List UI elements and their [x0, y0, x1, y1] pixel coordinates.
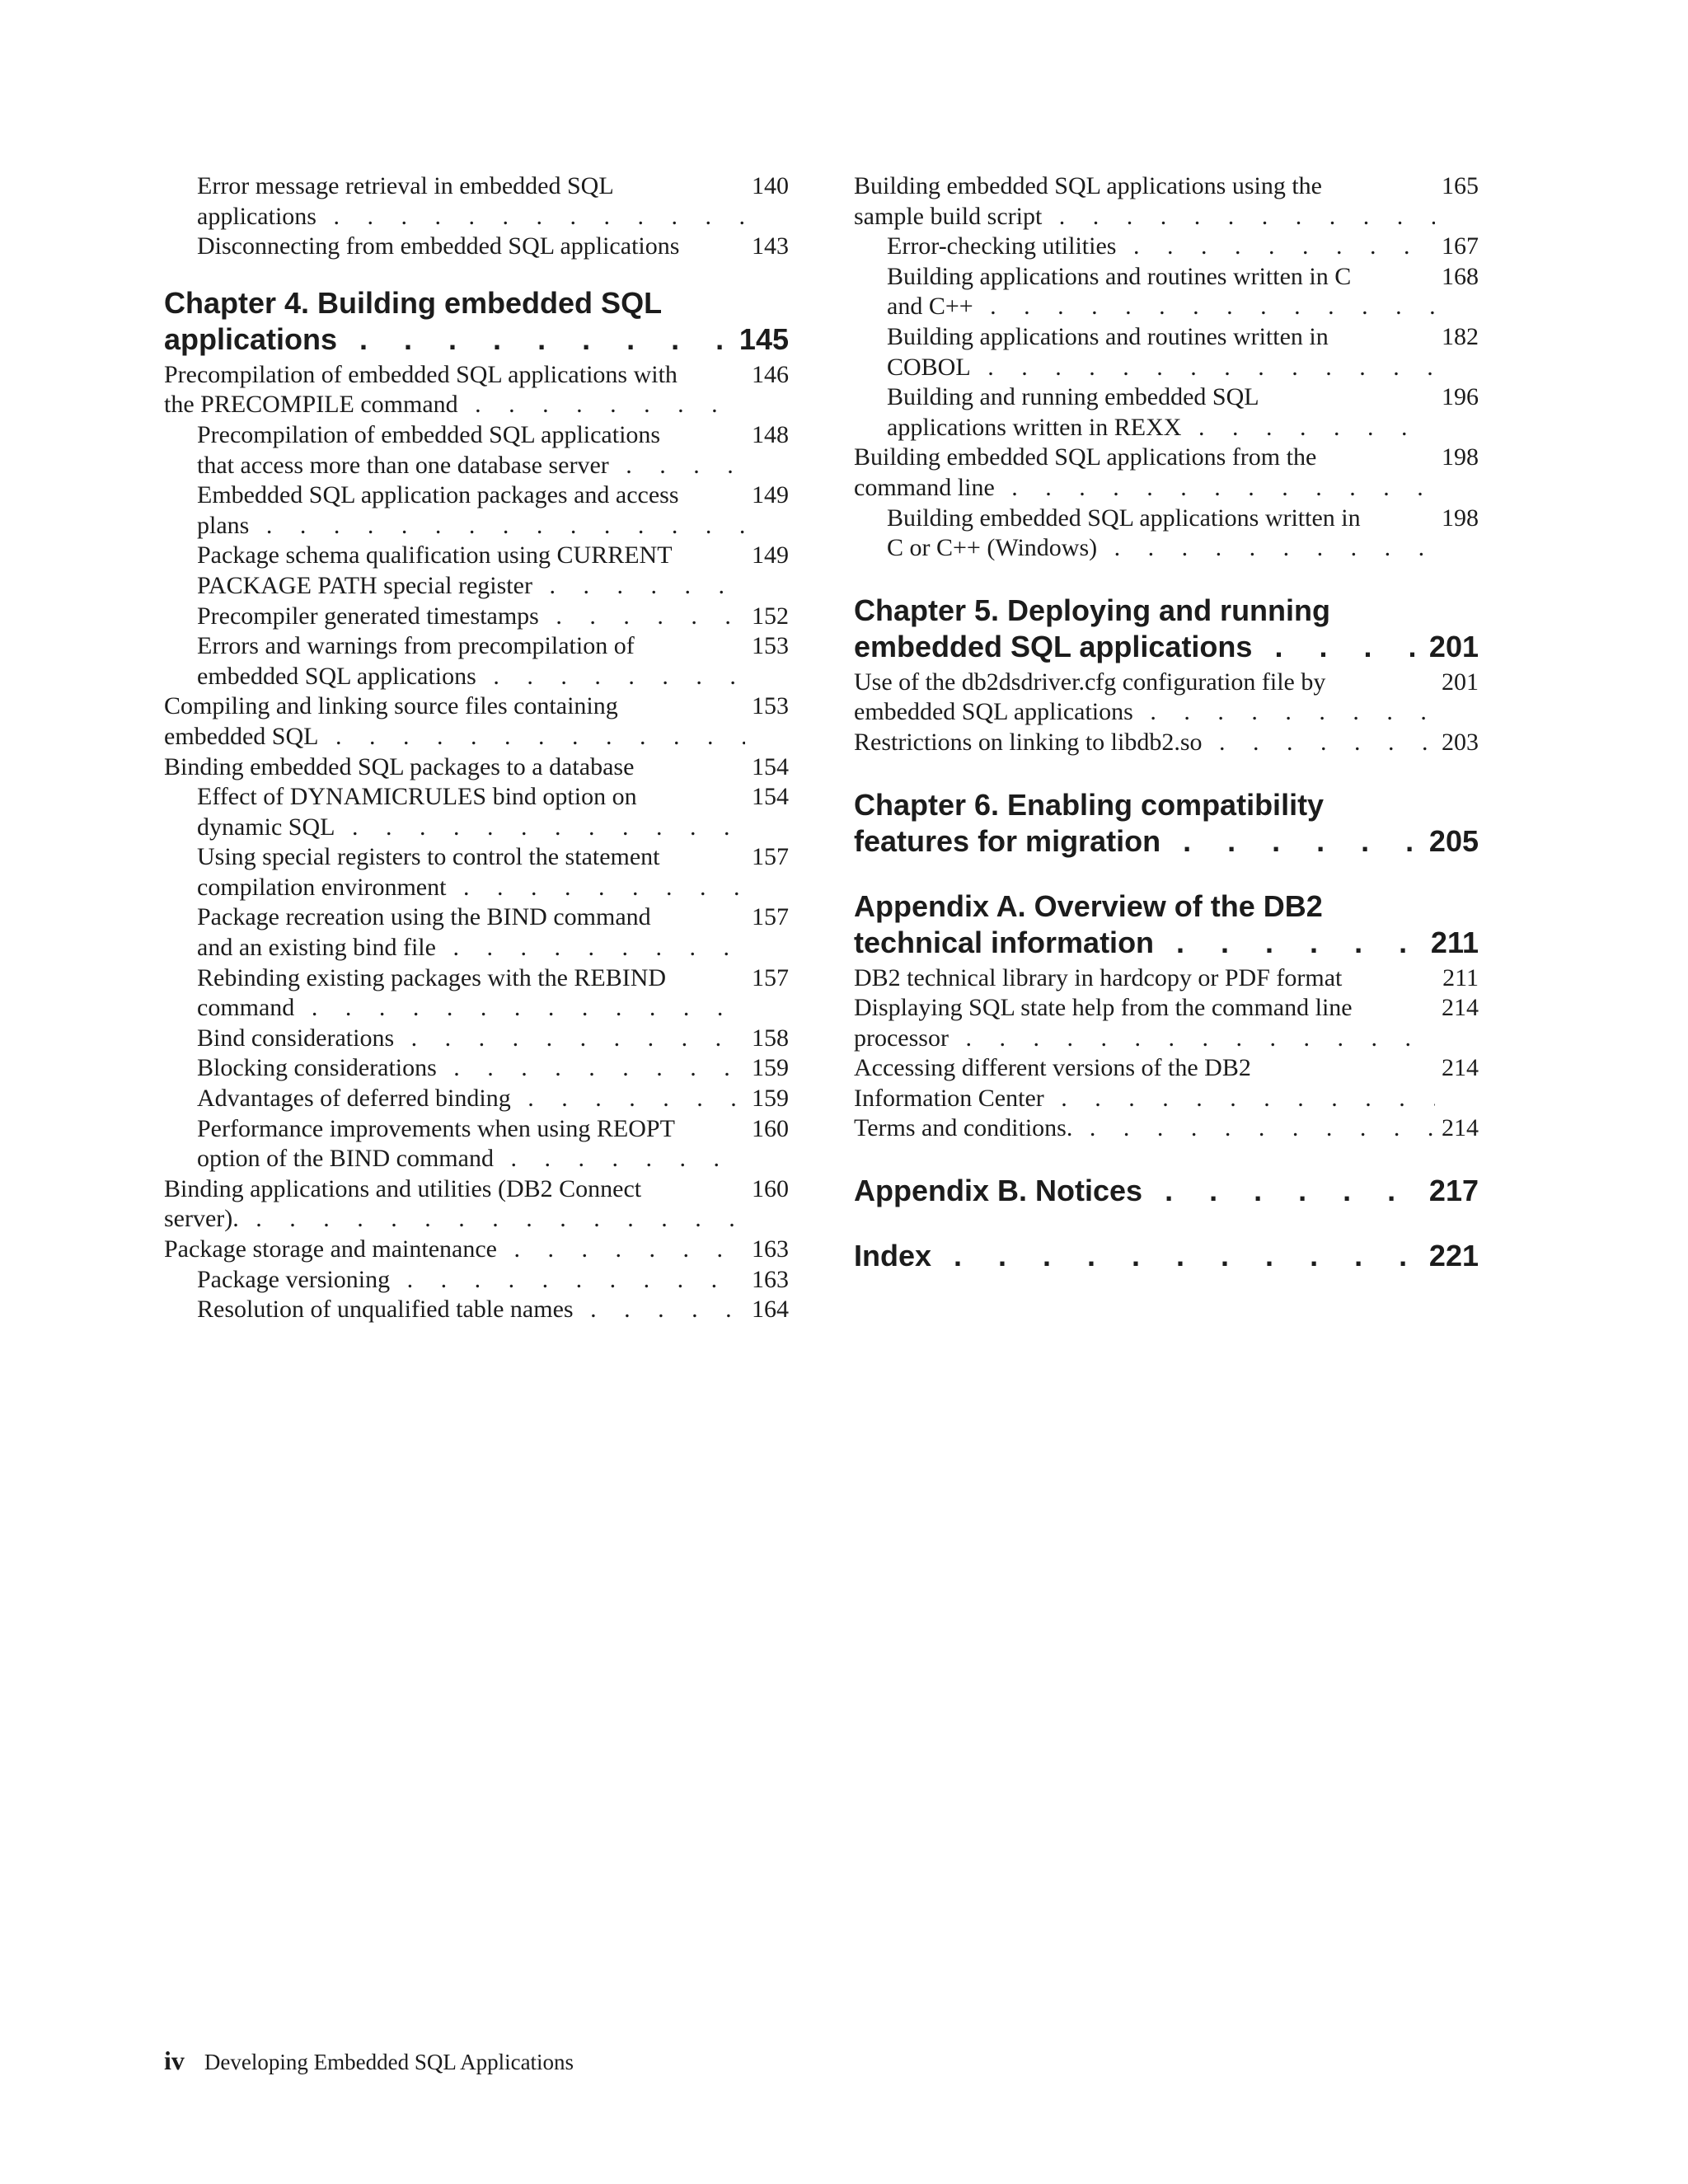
footer-book-title: Developing Embedded SQL Applications — [204, 2050, 574, 2074]
toc-entry[interactable]: Package versioning . . . 163 — [164, 1265, 789, 1296]
toc-entry[interactable]: Restrictions on linking to libdb2.so . . . 203 — [854, 728, 1479, 758]
toc-entry[interactable]: Disconnecting from embedded SQL applications 143 — [164, 232, 789, 262]
page-number: 157 — [752, 843, 789, 871]
toc-entry[interactable]: Precompilation of embedded SQL applications with the PRECOMPILE command . . . 146 — [164, 360, 789, 420]
page-number: 157 — [752, 963, 789, 991]
page-number: 214 — [1442, 994, 1479, 1022]
page-number: 145 — [738, 321, 789, 356]
toc-entry[interactable]: Building embedded SQL applications written in C or C++ (Windows) . . . 198 — [854, 504, 1479, 564]
page-number: 153 — [752, 632, 789, 660]
toc-entry[interactable]: Building embedded SQL applications using the sample build script . . . 165 — [854, 171, 1479, 232]
page-number: 211 — [1442, 963, 1479, 991]
toc-entry[interactable]: Performance improvements when using REOPT option of the BIND command . . . 160 — [164, 1114, 789, 1174]
toc-entry[interactable]: Embedded SQL application packages and access plans . . . 149 — [164, 480, 789, 541]
page-number: 146 — [752, 360, 789, 388]
toc-entry[interactable]: Compiling and linking source files containing embedded SQL . . . 153 — [164, 691, 789, 752]
index-heading[interactable]: Index . . . 221 — [854, 1238, 1479, 1274]
page-number: 154 — [752, 783, 789, 811]
toc-entry[interactable]: Effect of DYNAMICRULES bind option on dynamic SQL . . . 154 — [164, 782, 789, 842]
page-number: 160 — [752, 1174, 789, 1202]
page-number: 217 — [1428, 1174, 1479, 1208]
page-number: 153 — [752, 692, 789, 720]
page-number: 157 — [752, 903, 789, 931]
page-number: 198 — [1442, 443, 1479, 471]
page-footer — [164, 2046, 574, 2076]
page-number: 149 — [752, 541, 789, 569]
page-number: 160 — [752, 1114, 789, 1142]
footer-page-number: iv — [164, 2046, 185, 2075]
toc-entry[interactable]: Terms and conditions. . . . 214 — [854, 1113, 1479, 1144]
toc-entry[interactable]: Advantages of deferred binding . . . 159 — [164, 1084, 789, 1114]
toc-entry[interactable]: Rebinding existing packages with the REBIND command . . . 157 — [164, 963, 789, 1024]
chapter-heading-5[interactable]: Chapter 5. Deploying and running embedded SQL applications . . . 201 — [854, 593, 1479, 665]
toc-entry[interactable]: Building applications and routines written in COBOL . . . 182 — [854, 322, 1479, 382]
toc-entry[interactable]: Package recreation using the BIND command and an existing bind file . . . 157 — [164, 902, 789, 963]
toc-right-column — [854, 171, 1479, 1277]
toc-entry[interactable]: Use of the db2dsdriver.cfg configuration file by embedded SQL applications . . . 201 — [854, 668, 1479, 728]
toc-entry[interactable]: Error message retrieval in embedded SQL applications . . . 140 — [164, 171, 789, 232]
page-number: 182 — [1442, 322, 1479, 350]
toc-entry[interactable]: Using special registers to control the statement compilation environment . . . 157 — [164, 842, 789, 902]
toc-entry[interactable]: Displaying SQL state help from the command line processor . . . 214 — [854, 993, 1479, 1053]
page-number: 214 — [1442, 1054, 1479, 1082]
toc-entry[interactable]: DB2 technical library in hardcopy or PDF format 211 — [854, 963, 1479, 994]
page-number: 158 — [752, 1024, 789, 1052]
toc-entry[interactable]: Package schema qualification using CURRENT PACKAGE PATH special register . . . 149 — [164, 541, 789, 601]
page-number: 168 — [1442, 262, 1479, 290]
toc-entry[interactable]: Binding embedded SQL packages to a database 154 — [164, 752, 789, 783]
toc-entry[interactable]: Package storage and maintenance . . . 163 — [164, 1235, 789, 1265]
toc-entry[interactable]: Resolution of unqualified table names . . . 164 — [164, 1295, 789, 1325]
page-number: 201 — [1428, 629, 1479, 663]
page-number: 214 — [1442, 1114, 1479, 1142]
page-number: 148 — [752, 420, 789, 448]
page-number: 152 — [752, 602, 789, 630]
toc-entry[interactable]: Accessing different versions of the DB2 Information Center . . . 214 — [854, 1053, 1479, 1113]
chapter-heading-4[interactable]: Chapter 4. Building embedded SQL applications . . . 145 — [164, 285, 789, 358]
page-number: 143 — [752, 232, 789, 260]
page-number: 159 — [752, 1054, 789, 1082]
toc-entry[interactable]: Precompilation of embedded SQL applications that access more than one database server . . . 148 — [164, 420, 789, 480]
toc-entry[interactable]: Errors and warnings from precompilation of embedded SQL applications . . . 153 — [164, 631, 789, 691]
toc-entry[interactable]: Building and running embedded SQL applications written in REXX . . . 196 — [854, 382, 1479, 443]
page-number: 140 — [752, 172, 789, 199]
page-number: 167 — [1442, 232, 1479, 260]
toc-entry[interactable]: Blocking considerations . . . 159 — [164, 1053, 789, 1084]
page-number: 165 — [1442, 172, 1479, 199]
appendix-a-heading[interactable]: Appendix A. Overview of the DB2 technical information . . . 211 — [854, 888, 1479, 961]
page-number: 203 — [1442, 728, 1479, 756]
page-number: 221 — [1428, 1239, 1479, 1273]
page-number: 201 — [1442, 668, 1479, 696]
page-number: 149 — [752, 481, 789, 509]
page-number: 159 — [752, 1085, 789, 1113]
toc-left-column — [164, 171, 789, 1325]
toc-entry[interactable]: Bind considerations . . . 158 — [164, 1024, 789, 1054]
page-number: 196 — [1442, 383, 1479, 411]
toc-entry[interactable]: Error-checking utilities . . . 167 — [854, 232, 1479, 262]
toc-entry[interactable]: Building embedded SQL applications from the command line . . . 198 — [854, 443, 1479, 503]
page-number: 163 — [752, 1235, 789, 1263]
chapter-heading-6[interactable]: Chapter 6. Enabling compatibility features for migration . . . 205 — [854, 787, 1479, 860]
page-number: 163 — [752, 1265, 789, 1293]
toc-entry[interactable]: Binding applications and utilities (DB2 Connect server). . . . 160 — [164, 1174, 789, 1235]
toc-entry[interactable]: Building applications and routines written in C and C++ . . . 168 — [854, 262, 1479, 322]
toc-entry[interactable]: Precompiler generated timestamps . . . 152 — [164, 602, 789, 632]
page-number: 164 — [752, 1296, 789, 1324]
page-number: 198 — [1442, 504, 1479, 532]
page-number: 211 — [1430, 925, 1479, 959]
page-number: 154 — [752, 752, 789, 780]
appendix-b-heading[interactable]: Appendix B. Notices . . . 217 — [854, 1173, 1479, 1209]
page-number: 205 — [1428, 823, 1479, 858]
